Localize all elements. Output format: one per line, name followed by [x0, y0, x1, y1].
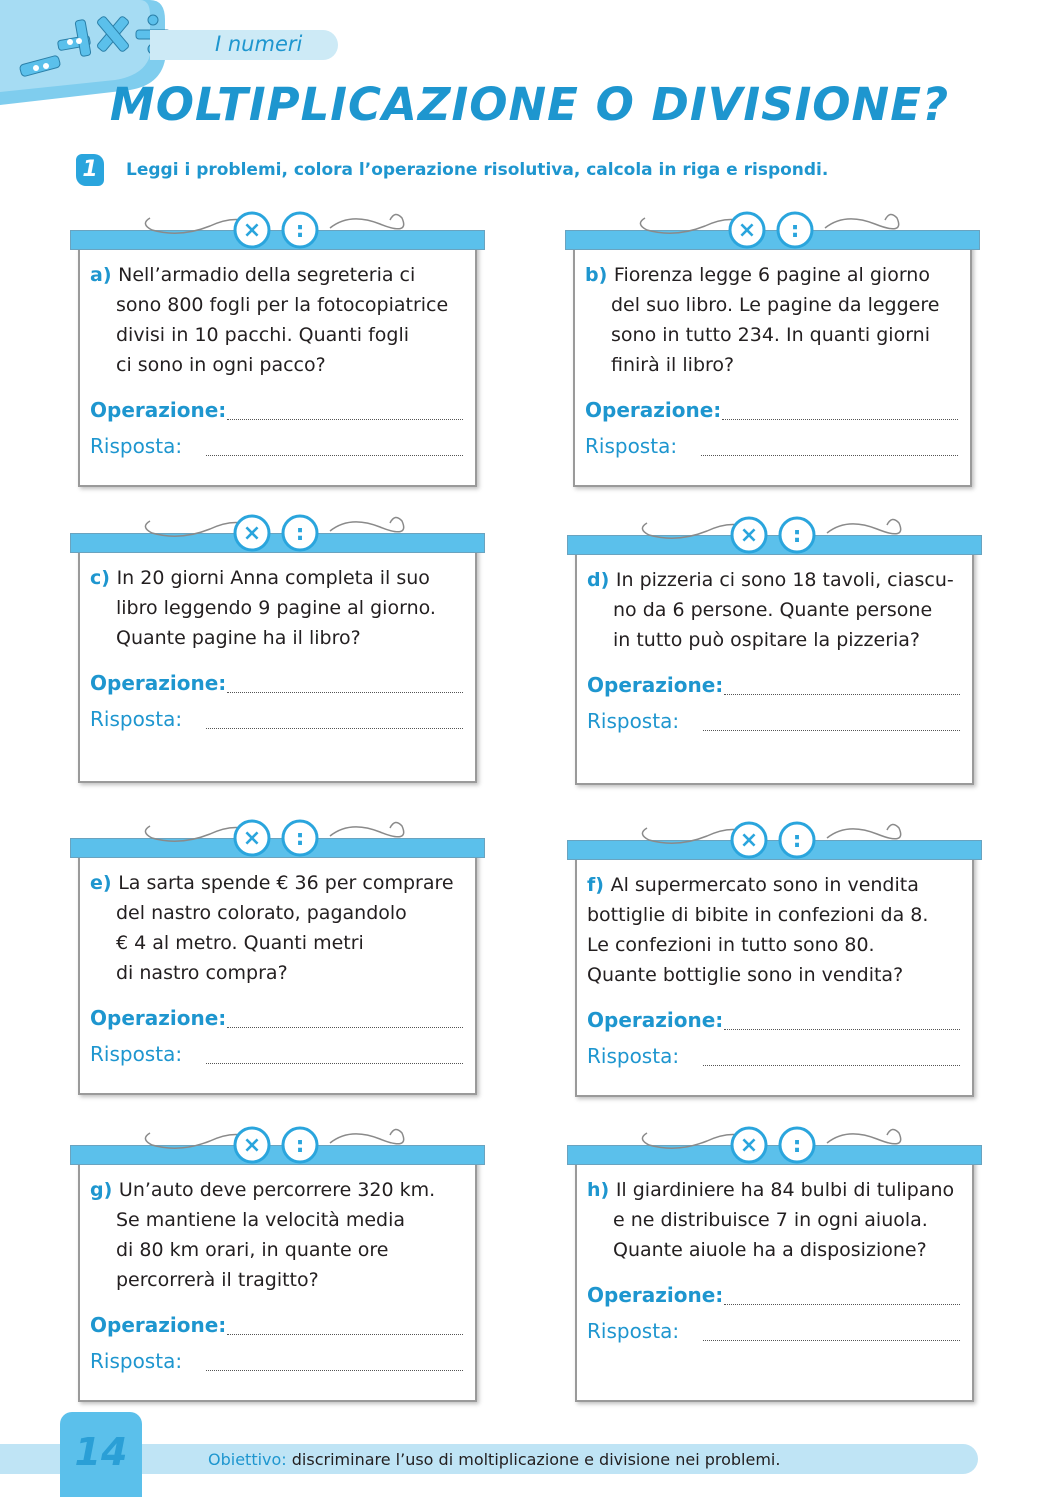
divide-option[interactable]: [778, 213, 812, 247]
problem-text: [587, 565, 964, 655]
answer-line[interactable]: [587, 709, 960, 737]
operation-line-blank[interactable]: [724, 1029, 960, 1030]
problem-text: [587, 1175, 964, 1265]
answer-line[interactable]: [587, 1044, 960, 1072]
problem-line: percorrerà il tragitto?: [116, 1269, 319, 1291]
problem-line: [90, 868, 467, 898]
problem-line: Se mantiene la velocità media: [116, 1209, 406, 1231]
problem-line: Le confezioni in tutto sono 80.: [587, 934, 875, 956]
answer-line-label: Risposta:: [90, 434, 183, 458]
operation-line-label: Operazione:: [90, 1313, 227, 1337]
multiply-option[interactable]: [732, 518, 766, 552]
footer-objective: [208, 1450, 780, 1469]
answer-line-blank[interactable]: [703, 730, 960, 731]
problem-letter: a): [90, 264, 119, 286]
multiply-option[interactable]: [235, 516, 269, 550]
operation-line-label: Operazione:: [90, 671, 227, 695]
ribbon-ornament: [637, 818, 917, 868]
problem-line: sono in tutto 234. In quanti giorni: [611, 324, 930, 346]
problem-line: [585, 260, 962, 290]
operation-line-blank[interactable]: [227, 1027, 463, 1028]
operation-line-label: Operazione:: [90, 1006, 227, 1030]
answer-line-blank[interactable]: [206, 455, 463, 456]
operation-line-label: Operazione:: [90, 398, 227, 422]
problem-card: [70, 1133, 485, 1400]
problem-text: [585, 260, 962, 380]
swirl-decoration: [642, 824, 900, 843]
exercise-number: 1: [76, 154, 104, 186]
answer-line[interactable]: [90, 1042, 463, 1070]
problem-line: Quante bottiglie sono in vendita?: [587, 964, 904, 986]
problem-line-text: Il giardiniere ha 84 bulbi di tulipano: [615, 1179, 955, 1201]
problem-line: del suo libro. Le pagine da leggere: [611, 294, 940, 316]
problem-letter: b): [585, 264, 614, 286]
swirl-decoration: [145, 214, 403, 233]
operation-line[interactable]: [587, 673, 960, 701]
divide-option-symbol: :: [295, 521, 305, 546]
divide-option-symbol: :: [295, 1133, 305, 1158]
problem-line: [90, 1175, 467, 1205]
problem-line-text: In pizzeria ci sono 18 tavoli, ciascu-: [615, 569, 954, 591]
swirl-decoration: [145, 822, 403, 841]
answer-line-label: Risposta:: [90, 707, 183, 731]
problem-line: [587, 565, 964, 595]
problem-line-text: Fiorenza legge 6 pagine al giorno: [613, 264, 930, 286]
multiply-option-symbol: ×: [737, 218, 757, 243]
answer-line[interactable]: [90, 1349, 463, 1377]
ribbon-ornament: [140, 208, 420, 258]
answer-line[interactable]: [90, 434, 463, 462]
exercise-instruction: Leggi i problemi, colora l’operazione risolutiva, calcola in riga e rispondi.: [126, 160, 829, 180]
problem-text: [90, 563, 467, 653]
divide-option-symbol: :: [792, 828, 802, 853]
swirl-decoration: [145, 517, 403, 536]
answer-line-blank[interactable]: [206, 1370, 463, 1371]
problem-line: ci sono in ogni pacco?: [116, 354, 326, 376]
ribbon-ornament: [637, 513, 917, 563]
problem-line-text: Al supermercato sono in vendita: [610, 874, 919, 896]
problem-text: [90, 1175, 467, 1295]
problem-letter: e): [90, 872, 119, 894]
problem-card: [70, 521, 485, 781]
multiply-option-symbol: ×: [739, 523, 759, 548]
problem-line: € 4 al metro. Quanti metri: [116, 932, 364, 954]
divide-option[interactable]: [283, 516, 317, 550]
objective-label: Obiettivo:: [208, 1450, 287, 1469]
answer-line-label: Risposta:: [587, 1319, 680, 1343]
divide-option-symbol: :: [295, 826, 305, 851]
divide-option[interactable]: [283, 213, 317, 247]
problem-letter: g): [90, 1179, 119, 1201]
multiply-option-symbol: ×: [242, 521, 262, 546]
operation-line[interactable]: [90, 1006, 463, 1034]
operation-line-blank[interactable]: [227, 1334, 463, 1335]
problem-card: [70, 826, 485, 1093]
operation-line[interactable]: [90, 671, 463, 699]
ribbon-ornament: [635, 208, 915, 258]
multiply-option[interactable]: [235, 213, 269, 247]
answer-line[interactable]: [90, 707, 463, 735]
multiply-option-symbol: ×: [242, 826, 262, 851]
problem-line: [90, 260, 467, 290]
problem-card: [565, 218, 980, 485]
problem-card: [567, 828, 982, 1095]
problem-letter: f): [587, 874, 611, 896]
divide-option[interactable]: [780, 1128, 814, 1162]
problem-letter: d): [587, 569, 616, 591]
ribbon-ornament: [140, 1123, 420, 1173]
problem-card: [567, 523, 982, 783]
multiply-option[interactable]: [235, 821, 269, 855]
multiply-option-symbol: ×: [739, 828, 759, 853]
swirl-decoration: [642, 519, 900, 538]
problem-line: bottiglie di bibite in confezioni da 8.: [587, 904, 929, 926]
swirl-decoration: [145, 1129, 403, 1148]
answer-line-blank[interactable]: [701, 455, 958, 456]
problem-line: libro leggendo 9 pagine al giorno.: [116, 597, 436, 619]
problem-line: sono 800 fogli per la fotocopiatrice: [116, 294, 449, 316]
operation-line[interactable]: [587, 1283, 960, 1311]
multiply-option-symbol: ×: [242, 218, 262, 243]
problem-line: di nastro compra?: [116, 962, 288, 984]
problem-card: [70, 218, 485, 485]
problem-text: [90, 260, 467, 380]
operation-line-blank[interactable]: [724, 694, 960, 695]
problem-line: finirà il libro?: [611, 354, 735, 376]
operation-line[interactable]: [587, 1008, 960, 1036]
multiply-option-symbol: ×: [242, 1133, 262, 1158]
problem-line: di 80 km orari, in quante ore: [116, 1239, 389, 1261]
answer-line-label: Risposta:: [90, 1042, 183, 1066]
operation-line-blank[interactable]: [227, 419, 463, 420]
operation-line-blank[interactable]: [227, 692, 463, 693]
problem-line: [587, 1175, 964, 1205]
problem-line-text: Un’auto deve percorrere 320 km.: [118, 1179, 436, 1201]
problem-card: [567, 1133, 982, 1400]
operation-line[interactable]: [90, 1313, 463, 1341]
problem-text: [587, 870, 964, 990]
multiply-option[interactable]: [732, 1128, 766, 1162]
answer-line-label: Risposta:: [587, 1044, 680, 1068]
divide-option[interactable]: [780, 823, 814, 857]
operation-line-label: Operazione:: [587, 1008, 724, 1032]
divide-option[interactable]: [283, 821, 317, 855]
page-number: 14: [74, 1430, 128, 1474]
operation-line-label: Operazione:: [585, 398, 722, 422]
problem-line-text: In 20 giorni Anna completa il suo: [116, 567, 430, 589]
answer-line[interactable]: [585, 434, 958, 462]
answer-line-blank[interactable]: [703, 1340, 960, 1341]
divide-option-symbol: :: [295, 218, 305, 243]
problem-line: divisi in 10 pacchi. Quanti fogli: [116, 324, 410, 346]
operation-line[interactable]: [585, 398, 958, 426]
divide-option-symbol: :: [790, 218, 800, 243]
problem-line: Quante pagine ha il libro?: [116, 627, 361, 649]
operation-line-label: Operazione:: [587, 673, 724, 697]
divide-option[interactable]: [283, 1128, 317, 1162]
problem-letter: h): [587, 1179, 616, 1201]
divide-option[interactable]: [780, 518, 814, 552]
answer-line-label: Risposta:: [587, 709, 680, 733]
problem-line: [90, 563, 467, 593]
divide-option-symbol: :: [792, 523, 802, 548]
page-title: MOLTIPLICAZIONE O DIVISIONE?: [109, 78, 950, 131]
section-label: I numeri: [215, 32, 303, 56]
divide-option-symbol: :: [792, 1133, 802, 1158]
multiply-option-symbol: ×: [739, 1133, 759, 1158]
multiply-option[interactable]: [235, 1128, 269, 1162]
swirl-decoration: [642, 1129, 900, 1148]
problem-line: [587, 870, 964, 900]
answer-line[interactable]: [587, 1319, 960, 1347]
problem-line: Quante aiuole ha a disposizione?: [613, 1239, 927, 1261]
problem-line-text: Nell’armadio della segreteria ci: [118, 264, 416, 286]
problem-line: del nastro colorato, pagandolo: [116, 902, 407, 924]
problem-text: [90, 868, 467, 988]
problem-line: e ne distribuisce 7 in ogni aiuola.: [613, 1209, 928, 1231]
objective-text: discriminare l’uso di moltiplicazione e divisione nei problemi.: [286, 1450, 781, 1469]
problem-line: no da 6 persone. Quante persone: [613, 599, 933, 621]
answer-line-label: Risposta:: [585, 434, 678, 458]
ribbon-ornament: [140, 511, 420, 561]
problem-line: in tutto può ospitare la pizzeria?: [613, 629, 921, 651]
problem-letter: c): [90, 567, 117, 589]
operation-line-blank[interactable]: [724, 1304, 960, 1305]
answer-line-label: Risposta:: [90, 1349, 183, 1373]
operation-line[interactable]: [90, 398, 463, 426]
problem-line-text: La sarta spende € 36 per comprare: [118, 872, 454, 894]
answer-line-blank[interactable]: [703, 1065, 960, 1066]
answer-line-blank[interactable]: [206, 728, 463, 729]
multiply-option[interactable]: [732, 823, 766, 857]
swirl-decoration: [640, 214, 898, 233]
answer-line-blank[interactable]: [206, 1063, 463, 1064]
multiply-option[interactable]: [730, 213, 764, 247]
ribbon-ornament: [140, 816, 420, 866]
operation-line-blank[interactable]: [722, 419, 958, 420]
ribbon-ornament: [637, 1123, 917, 1173]
operation-line-label: Operazione:: [587, 1283, 724, 1307]
